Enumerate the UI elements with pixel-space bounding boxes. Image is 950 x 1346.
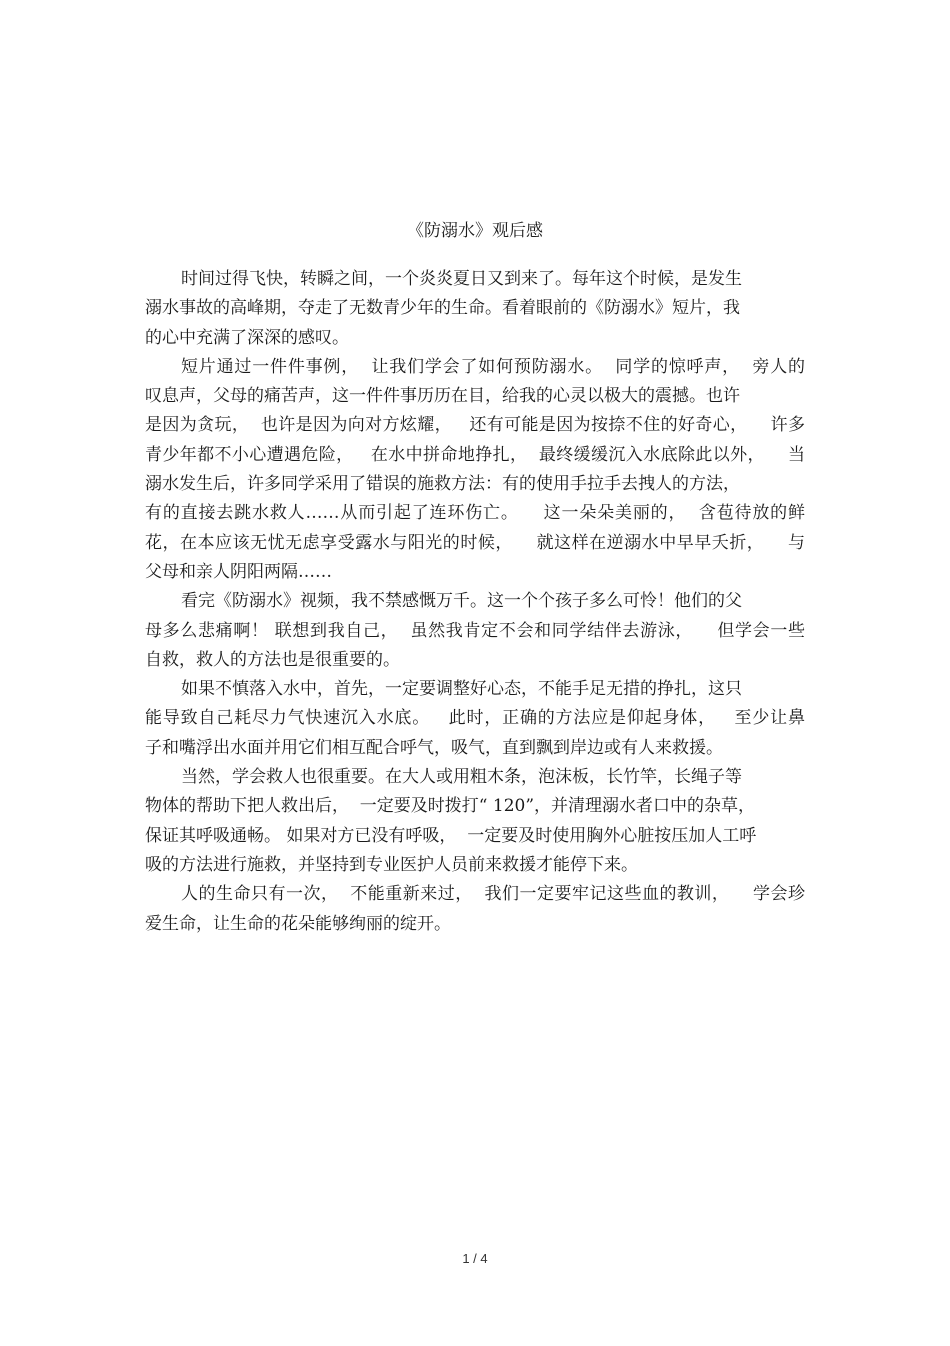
body-line: 花，在本应该无忧无虑享受露水与阳光的时候， 就这样在逆溺水中早早夭折， 与 xyxy=(145,532,805,553)
body-line: 子和嘴浮出水面并用它们相互配合呼气，吸气，直到飘到岸边或有人来救援。 xyxy=(145,737,723,758)
body-line: 父母和亲人阴阳两隔…… xyxy=(145,561,332,582)
body-line: 短片通过一件件事例， 让我们学会了如何预防溺水。 同学的惊呼声， 旁人的 xyxy=(181,356,805,377)
body-line: 青少年都不小心遭遇危险， 在水中拼命地挣扎， 最终缓缓沉入水底除此以外， 当 xyxy=(145,444,805,465)
body-line: 吸的方法进行施救，并坚持到专业医护人员前来救援才能停下来。 xyxy=(145,854,638,875)
body-line: 自救，救人的方法也是很重要的。 xyxy=(145,649,400,670)
body-line: 母多么悲痛啊！ 联想到我自己， 虽然我肯定不会和同学结伴去游泳， 但学会一些 xyxy=(145,620,805,641)
body-line: 叹息声，父母的痛苦声，这一件件事历历在目，给我的心灵以极大的震撼。也许 xyxy=(145,386,740,407)
document-body xyxy=(145,265,805,939)
body-line: 时间过得飞快，转瞬之间，一个炎炎夏日又到来了。每年这个时候，是发生 xyxy=(181,269,742,289)
body-line: 当然，学会救人也很重要。在大人或用粗木条，泡沫板，长竹竿，长绳子等 xyxy=(181,767,742,788)
body-line: 保证其呼吸通畅。 如果对方已没有呼吸， 一定要及时使用胸外心脏按压加人工呼 xyxy=(145,825,757,846)
body-line: 人的生命只有一次， 不能重新来过， 我们一定要牢记这些血的教训， 学会珍 xyxy=(181,884,805,905)
document-title: 《防溺水》观后感 xyxy=(407,221,543,241)
body-line: 如果不慎落入水中，首先，一定要调整好心态，不能手足无措的挣扎，这只 xyxy=(181,679,742,700)
body-line: 的心中充满了深深的感叹。 xyxy=(145,327,349,348)
body-line: 溺水事故的高峰期，夺走了无数青少年的生命。看着眼前的《防溺水》短片，我 xyxy=(145,298,740,319)
body-line: 物体的帮助下把人救出后， 一定要及时拨打“ 120”，并清理溺水者口中的杂草， xyxy=(145,796,756,817)
body-line: 爱生命，让生命的花朵能够绚丽的绽开。 xyxy=(145,913,451,934)
body-line: 溺水发生后，许多同学采用了错误的施救方法：有的使用手拉手去拽人的方法， xyxy=(145,474,740,495)
body-line: 看完《防溺水》视频，我不禁感慨万千。这一个个孩子多么可怜！他们的父 xyxy=(181,591,742,612)
body-line: 有的直接去跳水救人……从而引起了连环伤亡。 这一朵朵美丽的， 含苞待放的鲜 xyxy=(145,503,805,524)
page-number: 1 / 4 xyxy=(462,1251,488,1266)
body-line: 能导致自己耗尽力气快速沉入水底。 此时，正确的方法应是仰起身体， 至少让鼻 xyxy=(145,708,805,729)
body-line: 是因为贪玩， 也许是因为向对方炫耀， 还有可能是因为按捺不住的好奇心， 许多 xyxy=(145,415,805,436)
